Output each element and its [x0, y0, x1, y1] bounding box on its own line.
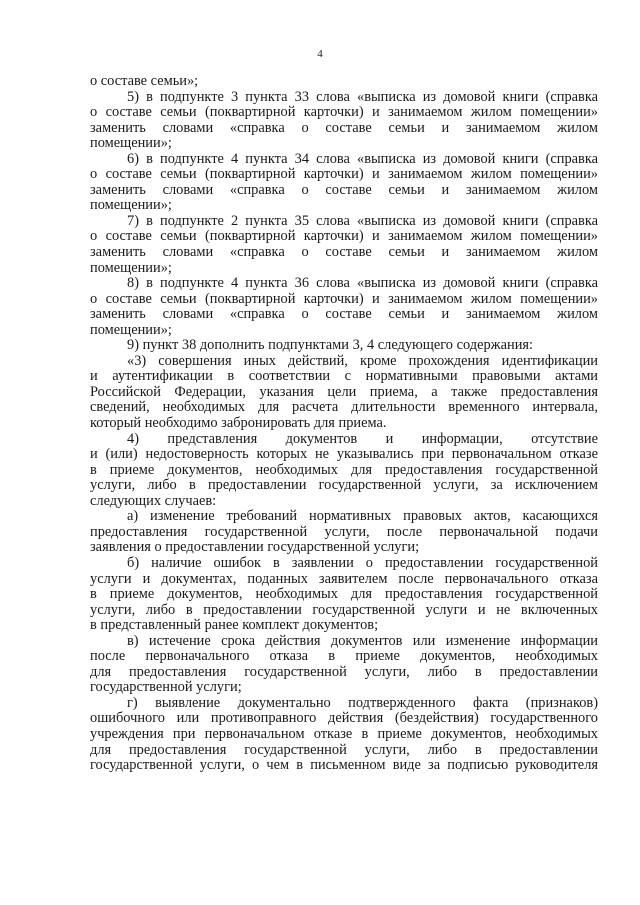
text-line: и (или) недостоверность которых не указывались при первоначальном отказе	[90, 446, 598, 463]
text-line: помещении»;	[90, 135, 172, 152]
text-line: 8) в подпункте 4 пункта 36 слова «выписка из домовой книги (справка	[127, 275, 598, 292]
text-line: заменить словами «справка о составе семьи и занимаемом жилом	[90, 306, 598, 323]
text-line: после первоначального отказа в приеме документов, необходимых	[90, 648, 598, 665]
text-line: государственной услуги;	[90, 679, 242, 696]
text-line: который необходимо забронировать для приема.	[90, 415, 387, 432]
text-line: заменить словами «справка о составе семьи и занимаемом жилом	[90, 181, 598, 198]
text-line: 6) в подпункте 4 пункта 34 слова «выписка из домовой книги (справка	[127, 150, 598, 167]
text-line: «3) совершения иных действий, кроме прохождения идентификации	[127, 352, 598, 369]
text-line: для предоставления государственной услуги, либо в предоставлении	[90, 741, 598, 758]
text-line: в приеме документов, необходимых для предоставления государственной	[90, 461, 598, 478]
text-line: помещении»;	[90, 321, 172, 338]
text-line: предоставления государственной услуги, после первоначальной подачи	[90, 523, 598, 540]
text-line: 7) в подпункте 2 пункта 35 слова «выписка из домовой книги (справка	[127, 212, 598, 229]
text-line: 5) в подпункте 3 пункта 33 слова «выписка из домовой книги (справка	[127, 88, 598, 105]
page-number: 4	[317, 48, 323, 60]
text-line: помещении»;	[90, 259, 172, 276]
text-line: Российской Федерации, указания цели приема, а также предоставления	[90, 383, 598, 400]
text-line: 4) представления документов и информации, отсутствие	[127, 430, 598, 447]
text-line: следующих случаев:	[90, 492, 217, 509]
text-line: в) истечение срока действия документов или изменение информации	[127, 632, 598, 649]
text-line: учреждения при первоначальном отказе в приеме документов, необходимых	[90, 725, 598, 742]
text-line: заявления о предоставлении государственной услуги;	[90, 539, 420, 556]
text-line: о составе семьи (поквартирной карточки) и занимаемом жилом помещении»	[90, 166, 598, 183]
text-line: помещении»;	[90, 197, 172, 214]
text-line: услуги и документах, поданных заявителем после первоначального отказа	[90, 570, 598, 587]
text-line: услуги, либо в предоставлении государственной услуги и не включенных	[90, 601, 598, 618]
text-line: г) выявление документально подтвержденного факта (признаков)	[127, 694, 598, 711]
text-line: заменить словами «справка о составе семьи и занимаемом жилом	[90, 119, 598, 136]
text-line: ошибочного или противоправного действия (бездействия) государственного	[90, 710, 598, 727]
text-line: б) наличие ошибок в заявлении о предоставлении государственной	[127, 554, 598, 571]
text-line: о составе семьи»;	[90, 73, 199, 89]
text-line: заменить словами «справка о составе семьи и занимаемом жилом	[90, 244, 598, 261]
text-line: и аутентификации в соответствии с нормативными правовыми актами	[90, 368, 598, 385]
text-line: в представленный ранее комплект документов;	[90, 617, 379, 634]
text-line: сведений, необходимых для расчета длительности временного интервала,	[90, 399, 598, 416]
text-line: 9) пункт 38 дополнить подпунктами 3, 4 следующего содержания:	[127, 337, 534, 354]
text-line: о составе семьи (поквартирной карточки) и занимаемом жилом помещении»	[90, 228, 598, 245]
text-line: о составе семьи (поквартирной карточки) и занимаемом жилом помещении»	[90, 290, 598, 307]
text-line: для предоставления государственной услуги, либо в предоставлении	[90, 663, 598, 680]
text-line: а) изменение требований нормативных правовых актов, касающихся	[127, 508, 598, 525]
text-line: государственной услуги, о чем в письменном виде за подписью руководителя	[90, 757, 598, 774]
text-line: о составе семьи (поквартирной карточки) и занимаемом жилом помещении»	[90, 104, 598, 121]
text-line: в приеме документов, необходимых для предоставления государственной	[90, 586, 598, 603]
text-line: услуги, либо в предоставлении государственной услуги, за исключением	[90, 477, 598, 494]
document-body	[90, 74, 598, 774]
